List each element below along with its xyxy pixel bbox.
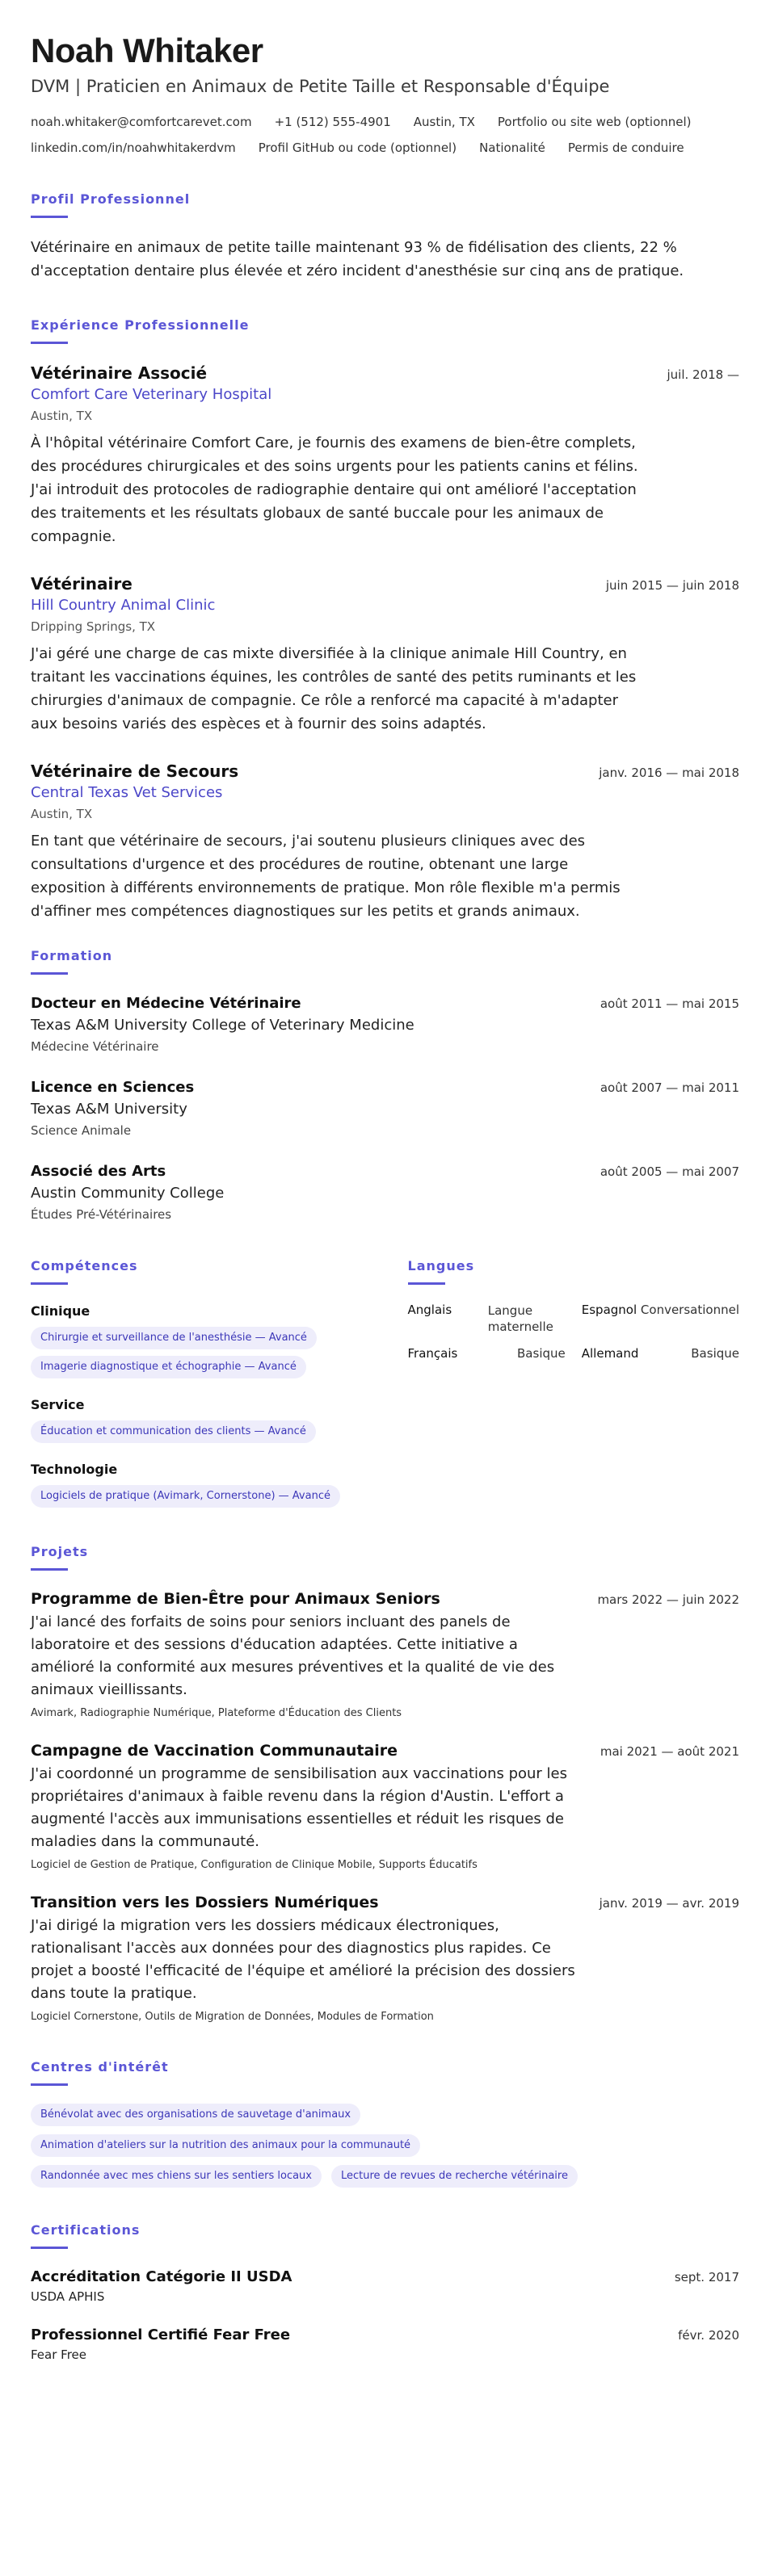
- degree-title: Associé des Arts: [31, 1163, 166, 1180]
- school-name: Austin Community College: [31, 1185, 225, 1202]
- certification-entry: [31, 2267, 739, 2305]
- project-dates: janv. 2019 — avr. 2019: [599, 1896, 739, 1911]
- education-entry: [31, 1160, 739, 1223]
- job-location: Dripping Springs, TX: [31, 619, 156, 634]
- school-name: Texas A&M University College of Veterinary Medicine: [31, 1017, 414, 1034]
- section-title: Expérience Professionnelle: [31, 317, 250, 333]
- language-name: Espagnol: [581, 1303, 637, 1317]
- interests-section: [31, 2058, 739, 2188]
- certification-date: févr. 2020: [678, 2328, 739, 2343]
- section-divider: [408, 1282, 445, 1285]
- certifications-section: [31, 2221, 739, 2364]
- study-field: Médecine Vétérinaire: [31, 1039, 159, 1054]
- job-company: Comfort Care Veterinary Hospital: [31, 386, 272, 403]
- skill-category: Clinique: [31, 1303, 90, 1319]
- skill-chip: Logiciels de pratique (Avimark, Cornerstone) — Avancé: [31, 1485, 340, 1508]
- resume-header: [31, 29, 739, 157]
- job-dates: juin 2015 — juin 2018: [605, 578, 739, 593]
- languages-section: [408, 1257, 740, 1525]
- interest-chip: Bénévolat avec des organisations de sauvetage d'animaux: [31, 2104, 360, 2126]
- profile-section: [31, 191, 739, 283]
- section-title: Centres d'intérêt: [31, 2059, 169, 2075]
- education-entry: [31, 992, 739, 1055]
- interest-chip: Animation d'ateliers sur la nutrition des animaux pour la communauté: [31, 2134, 420, 2157]
- language-item: [582, 1303, 739, 1335]
- project-description: J'ai coordonné un programme de sensibilisation aux vaccinations pour les propriétaires d'animaux à faible revenu dans la région d'Austin. L'effort a augmenté l'accès aux immunisations essentielles et réduit les risques de maladies dans la communauté.: [31, 1765, 567, 1850]
- job-location: Austin, TX: [31, 409, 93, 423]
- section-divider: [31, 342, 68, 344]
- section-title: Profil Professionnel: [31, 191, 191, 207]
- section-divider: [31, 1568, 68, 1571]
- certification-name: Accréditation Catégorie II USDA: [31, 2268, 292, 2285]
- project-entry: [31, 1740, 739, 1873]
- skill-group: [31, 1303, 363, 1378]
- contact-phone[interactable]: +1 (512) 555-4901: [274, 115, 391, 129]
- job-company: Hill Country Animal Clinic: [31, 597, 216, 614]
- certification-entry: [31, 2325, 739, 2364]
- contact-nationality: Nationalité: [479, 141, 545, 155]
- section-divider: [31, 216, 68, 218]
- project-dates: mars 2022 — juin 2022: [597, 1592, 739, 1607]
- job-title: Vétérinaire Associé: [31, 363, 208, 383]
- job-description: À l'hôpital vétérinaire Comfort Care, je fournis des examens de bien-être complets, des procédures chirurgicales et des soins urgents pour les patients canins et félins. J'ai introduit des protocoles de radiographie dentaire qui ont amélioré l'acceptation des traitements et les résultats globaux de santé buccale pour les animaux de compagnie.: [31, 434, 638, 545]
- study-field: Science Animale: [31, 1123, 132, 1138]
- section-divider: [31, 2247, 68, 2249]
- contact-portfolio[interactable]: Portfolio ou site web (optionnel): [497, 115, 692, 129]
- skill-group: [31, 1461, 363, 1508]
- experience-entry: [31, 573, 739, 736]
- section-title: Formation: [31, 948, 113, 963]
- skills-section: [31, 1257, 363, 1525]
- skill-category: Technologie: [31, 1462, 118, 1477]
- project-name: Transition vers les Dossiers Numériques: [31, 1894, 379, 1911]
- degree-title: Docteur en Médecine Vétérinaire: [31, 995, 301, 1012]
- interest-chip: Randonnée avec mes chiens sur les sentiers locaux: [31, 2165, 322, 2188]
- project-technologies: Avimark, Radiographie Numérique, Plateforme d'Éducation des Clients: [31, 1707, 402, 1719]
- job-description: En tant que vétérinaire de secours, j'ai soutenu plusieurs cliniques avec des consultations d'urgence et des procédures de routine, obtenant une large exposition à différents environnements de pratique. Mon rôle flexible m'a permis d'affiner mes compétences diagnostiques sur les petits et grands animaux.: [31, 833, 621, 920]
- language-item: [408, 1346, 566, 1361]
- interests-list: [31, 2104, 645, 2188]
- contact-driving-license: Permis de conduire: [567, 141, 684, 155]
- skill-chip: Éducation et communication des clients — Avancé: [31, 1420, 316, 1443]
- job-title: Vétérinaire de Secours: [31, 761, 239, 781]
- project-name: Campagne de Vaccination Communautaire: [31, 1742, 398, 1760]
- job-title: Vétérinaire: [31, 574, 133, 594]
- language-item: [408, 1303, 566, 1335]
- project-entry: [31, 1892, 739, 2024]
- section-divider: [31, 1282, 68, 1285]
- section-title: Langues: [407, 1258, 475, 1273]
- candidate-headline: DVM | Praticien en Animaux de Petite Taille et Responsable d'Équipe: [31, 77, 610, 96]
- certification-issuer: Fear Free: [31, 2347, 86, 2362]
- experience-entry: [31, 362, 739, 548]
- experience-entry: [31, 760, 739, 923]
- study-field: Études Pré-Vétérinaires: [31, 1207, 172, 1222]
- job-dates: juil. 2018 —: [667, 367, 739, 382]
- section-title: Projets: [31, 1544, 89, 1559]
- language-name: Français: [407, 1346, 458, 1361]
- project-technologies: Logiciel Cornerstone, Outils de Migration de Données, Modules de Formation: [31, 2011, 434, 2023]
- language-name: Allemand: [581, 1346, 639, 1361]
- project-description: J'ai lancé des forfaits de soins pour seniors incluant des panels de laboratoire et des sessions d'éducation adaptées. Cette initiative a amélioré la conformité aux mesures préventives et la qualité de vie des animaux vieillissants.: [31, 1613, 555, 1698]
- language-level: Basique: [691, 1346, 739, 1361]
- experience-section: [31, 317, 739, 923]
- interest-chip: Lecture de revues de recherche vétérinaire: [331, 2165, 578, 2188]
- education-section: [31, 947, 739, 1223]
- degree-title: Licence en Sciences: [31, 1079, 195, 1096]
- project-entry: [31, 1588, 739, 1721]
- section-title: Compétences: [31, 1258, 138, 1273]
- project-description: J'ai dirigé la migration vers les dossiers médicaux électroniques, rationalisant l'accès aux données pour des diagnostics plus rapides. Ce projet a boosté l'efficacité de l'équipe et amélioré la précision des dossiers dans toute la pratique.: [31, 1917, 575, 2002]
- profile-summary: Vétérinaire en animaux de petite taille maintenant 93 % de fidélisation des clients, 22 % d'acceptation dentaire plus élevée et zéro incident d'anesthésie sur cinq ans de pratique.: [31, 239, 684, 279]
- contact-linkedin[interactable]: linkedin.com/in/noahwhitakerdvm: [31, 141, 236, 155]
- project-technologies: Logiciel de Gestion de Pratique, Configuration de Clinique Mobile, Supports Éducatifs: [31, 1859, 478, 1871]
- skills-languages-row: [31, 1257, 739, 1525]
- language-level: Conversationnel: [640, 1303, 739, 1317]
- skill-chip: Chirurgie et surveillance de l'anesthésie — Avancé: [31, 1327, 317, 1349]
- section-divider: [31, 2083, 68, 2086]
- job-dates: janv. 2016 — mai 2018: [599, 766, 739, 780]
- project-dates: mai 2021 — août 2021: [600, 1744, 739, 1759]
- language-name: Anglais: [407, 1303, 452, 1317]
- job-company: Central Texas Vet Services: [31, 784, 223, 801]
- language-item: [582, 1346, 739, 1361]
- certification-date: sept. 2017: [674, 2270, 739, 2284]
- education-entry: [31, 1076, 739, 1139]
- certification-name: Professionnel Certifié Fear Free: [31, 2326, 291, 2343]
- certification-issuer: USDA APHIS: [31, 2289, 105, 2304]
- job-location: Austin, TX: [31, 807, 93, 821]
- skill-chip: Imagerie diagnostique et échographie — Avancé: [31, 1356, 306, 1378]
- job-description: J'ai géré une charge de cas mixte diversifiée à la clinique animale Hill Country, en traitant les vaccinations équines, les contrôles de santé des petits ruminants et les chirurgies d'animaux de compagnie. Ce rôle a renforcé ma capacité à m'adapter aux besoins variés des espèces et à fournir des soins adaptés.: [31, 645, 637, 732]
- section-divider: [31, 972, 68, 975]
- section-title: Certifications: [31, 2222, 141, 2238]
- skill-group: [31, 1396, 363, 1443]
- languages-grid: [408, 1303, 740, 1361]
- skill-category: Service: [31, 1397, 85, 1412]
- degree-dates: août 2011 — mai 2015: [600, 996, 739, 1011]
- contact-github[interactable]: Profil GitHub ou code (optionnel): [258, 141, 457, 155]
- contact-list: [31, 113, 739, 157]
- contact-email[interactable]: noah.whitaker@comfortcarevet.com: [31, 115, 252, 129]
- language-level: Basique: [517, 1346, 566, 1361]
- contact-location: Austin, TX: [413, 115, 475, 129]
- candidate-name: Noah Whitaker: [31, 31, 263, 69]
- language-level: Langue maternelle: [487, 1303, 553, 1334]
- project-name: Programme de Bien-Être pour Animaux Seniors: [31, 1590, 440, 1608]
- school-name: Texas A&M University: [31, 1101, 187, 1118]
- projects-section: [31, 1543, 739, 2024]
- degree-dates: août 2007 — mai 2011: [600, 1080, 739, 1095]
- degree-dates: août 2005 — mai 2007: [600, 1164, 739, 1179]
